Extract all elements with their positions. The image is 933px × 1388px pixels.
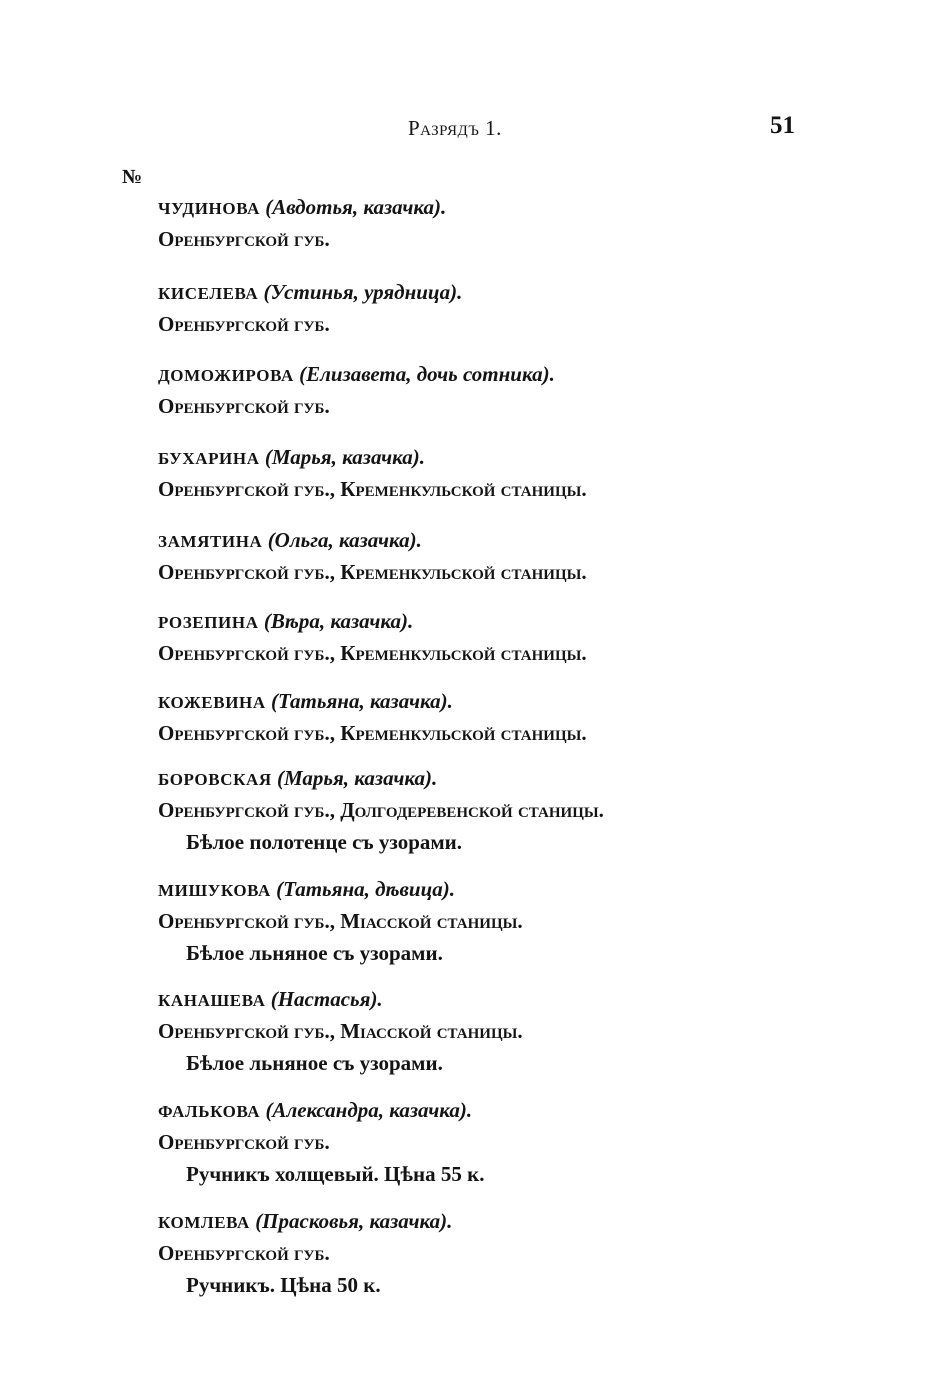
entry-heading — [158, 276, 778, 308]
entry-heading — [158, 524, 778, 556]
entry-details: (Ольга, казачка). — [267, 528, 422, 552]
entry-heading — [158, 762, 778, 794]
entry-description: Бѣлое полотенце съ узорами. — [186, 830, 463, 854]
entry-surname: БУХАРИНА — [158, 449, 260, 468]
number-sign: № — [122, 166, 143, 188]
page-number: 51 — [770, 112, 795, 139]
entry-surname: ЗАМЯТИНА — [158, 532, 263, 551]
entry-surname: ДОМОЖИРОВА — [158, 366, 294, 385]
entry-details: (Вѣра, казачка). — [263, 609, 414, 633]
entry-heading — [158, 358, 778, 390]
entry-description: Ручникъ. Цѣна 50 к. — [186, 1273, 381, 1297]
entry-heading — [158, 1205, 778, 1237]
entry-details: (Татьяна, дѣвица). — [276, 877, 456, 901]
entry-surname: ЧУДИНОВА — [158, 199, 260, 218]
entry-details: (Марья, казачка). — [264, 445, 426, 469]
entry-description: Ручникъ холщевый. Цѣна 55 к. — [186, 1162, 485, 1186]
entry — [158, 685, 778, 749]
entry-heading — [158, 983, 778, 1015]
entry-location: Оренбургской губ. — [158, 1241, 330, 1265]
entry — [158, 1094, 778, 1190]
entry-details: (Марья, казачка). — [277, 766, 438, 790]
entry-location: Оренбургской губ. — [158, 394, 330, 418]
entry-location: Оренбургской губ., Кременкульской станицы. — [158, 477, 587, 501]
entry — [158, 873, 778, 969]
entry-heading — [158, 605, 778, 637]
entry-location: Оренбургской губ., Кременкульской станицы. — [158, 721, 587, 745]
entry-surname: КАНАШЕВА — [158, 991, 266, 1010]
entry-location: Оренбургской губ., Міасской станицы. — [158, 909, 523, 933]
entry-heading — [158, 191, 778, 223]
entry-surname: БОРОВСКАЯ — [158, 770, 272, 789]
section-title: Разрядъ 1. — [408, 116, 502, 140]
entry-details: (Устинья, урядница). — [263, 280, 463, 304]
entry-location: Оренбургской губ. — [158, 1130, 330, 1154]
entry-description: Бѣлое льняное съ узорами. — [186, 941, 443, 965]
entry-surname: ФАЛЬКОВА — [158, 1102, 261, 1121]
entry — [158, 441, 778, 505]
entry-location: Оренбургской губ., Долгодеревенской станицы. — [158, 798, 604, 822]
entry — [158, 762, 778, 858]
entry-details: (Татьяна, казачка). — [270, 689, 453, 713]
entry-location: Оренбургской губ. — [158, 312, 330, 336]
entry-heading — [158, 441, 778, 473]
entry — [158, 1205, 778, 1301]
entry-surname: КОМЛЕВА — [158, 1213, 250, 1232]
entry-heading — [158, 685, 778, 717]
entry-location: Оренбургской губ., Міасской станицы. — [158, 1019, 523, 1043]
entry-location: Оренбургской губ., Кременкульской станицы. — [158, 560, 587, 584]
entry-details: (Настасья). — [270, 987, 383, 1011]
entry-details: (Авдотья, казачка). — [265, 195, 447, 219]
entry — [158, 605, 778, 669]
entry-heading — [158, 873, 778, 905]
entry — [158, 191, 778, 255]
entry-details: (Александра, казачка). — [265, 1098, 473, 1122]
entry-details: (Прасковья, казачка). — [255, 1209, 453, 1233]
entry — [158, 983, 778, 1079]
entry-heading — [158, 1094, 778, 1126]
entry-description: Бѣлое льняное съ узорами. — [186, 1051, 443, 1075]
entry — [158, 358, 778, 422]
entry-location: Оренбургской губ. — [158, 227, 330, 251]
entry-surname: РОЗЕПИНА — [158, 613, 259, 632]
entry-surname: МИШУКОВА — [158, 881, 271, 900]
entry — [158, 276, 778, 340]
entry-surname: КИСЕЛЕВА — [158, 284, 259, 303]
entry — [158, 524, 778, 588]
entry-details: (Елизавета, дочь сотника). — [299, 362, 555, 386]
entry-location: Оренбургской губ., Кременкульской станицы. — [158, 641, 587, 665]
entry-surname: КОЖЕВИНА — [158, 693, 266, 712]
